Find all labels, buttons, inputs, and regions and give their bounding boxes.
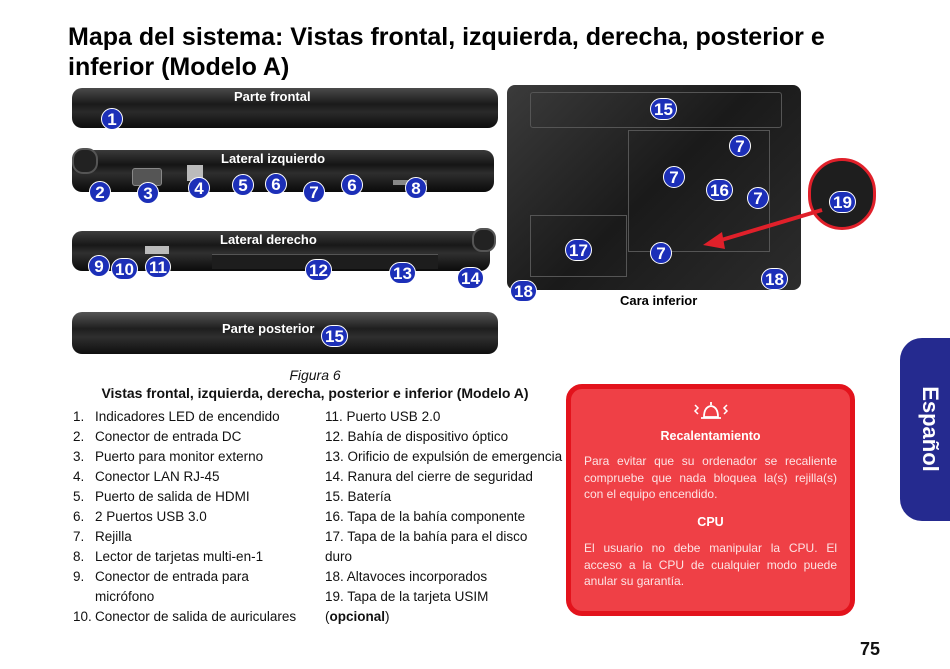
callout-badge: 10 [111,258,138,280]
list-item: 16. Tapa de la bahía componente [325,509,526,524]
list-item: 9. Conector de entrada para micrófono [73,569,249,604]
warning-heading-overheating: Recalentamiento [660,429,761,443]
component-list-left [73,407,297,627]
lock-slot-image [472,228,496,252]
list-item: 15. Batería [325,489,392,504]
list-item: 4. Conector LAN RJ-45 [73,469,220,484]
callout-badge: 3 [137,182,159,204]
overheat-warning-icon [691,399,731,423]
callout-badge: 12 [305,259,332,281]
warning-heading-cpu: CPU [697,515,724,529]
list-item: 14. Ranura del cierre de seguridad [325,469,533,484]
callout-badge: 18 [761,268,788,290]
callout-badge: 7 [663,166,685,188]
dc-in-port-image [72,148,98,174]
page-number: 75 [860,639,881,659]
callout-badge: 7 [650,242,672,264]
callout-badge: 8 [405,177,427,199]
callout-badge: 5 [232,174,254,196]
callout-badge: 11 [145,256,171,278]
list-item: 13. Orificio de expulsión de emergencia [325,449,563,464]
bottom-view-label: Cara inferior [620,293,698,308]
callout-badge: 2 [89,181,111,203]
list-item: 19. Tapa de la tarjeta USIM (opcional) [325,589,489,624]
language-tab-label: Español [918,386,943,472]
callout-badge: 13 [389,262,416,284]
callout-badge: 15 [321,325,348,347]
callout-badge: 1 [101,108,123,130]
callout-badge: 6 [265,173,287,195]
callout-badge: 19 [829,191,856,213]
component-list-right [303,407,563,627]
right-side-view-label: Lateral derecho [220,232,317,247]
figure-caption: Vistas frontal, izquierda, derecha, posterior e inferior (Modelo A) [101,385,529,401]
list-item: 2. Conector de entrada DC [73,429,242,444]
callout-badge: 14 [457,267,484,289]
callout-badge: 7 [729,135,751,157]
list-item: 5. Puerto de salida de HDMI [73,489,250,504]
callout-badge: 7 [747,187,769,209]
list-item: 11. Puerto USB 2.0 [325,409,441,424]
callout-badge: 16 [706,179,733,201]
front-view-label: Parte frontal [234,89,311,104]
list-item: 7. Rejilla [73,529,132,544]
list-item: 3. Puerto para monitor externo [73,449,264,464]
figure-number: Figura 6 [289,367,341,383]
usb2-port-image [145,246,169,254]
list-item: 10. Conector de salida de auriculares [73,609,297,624]
callout-badge: 9 [88,255,110,277]
list-item: 8. Lector de tarjetas multi-en-1 [73,549,264,564]
list-item: 12. Bahía de dispositivo óptico [325,429,509,444]
callout-badge: 15 [650,98,677,120]
warning-box [566,384,855,616]
page-title: Mapa del sistema: Vistas frontal, izquierda, derecha, posterior e inferior (Modelo A) [68,23,825,81]
callout-badge: 4 [188,177,210,199]
rear-view-label: Parte posterior [222,321,315,336]
callout-badge: 6 [341,174,363,196]
callout-badge: 7 [303,181,325,203]
list-item: 1. Indicadores LED de encendido [73,409,280,424]
warning-text-overheating: Para evitar que su ordenador se recaliente compruebe que nada bloquea la(s) rejilla(s) con el equipo encendido. [584,454,837,501]
callout-badge: 17 [565,239,592,261]
callout-badge: 18 [510,280,537,302]
list-item: 6. 2 Puertos USB 3.0 [73,509,207,524]
left-side-view-label: Lateral izquierdo [221,151,326,166]
list-item: 17. Tapa de la bahía para el disco duro [325,529,528,564]
list-item: 18. Altavoces incorporados [325,569,488,584]
warning-text-cpu: El usuario no debe manipular la CPU. El acceso a la CPU de cualquier modo puede anular su garantía. [584,541,837,588]
